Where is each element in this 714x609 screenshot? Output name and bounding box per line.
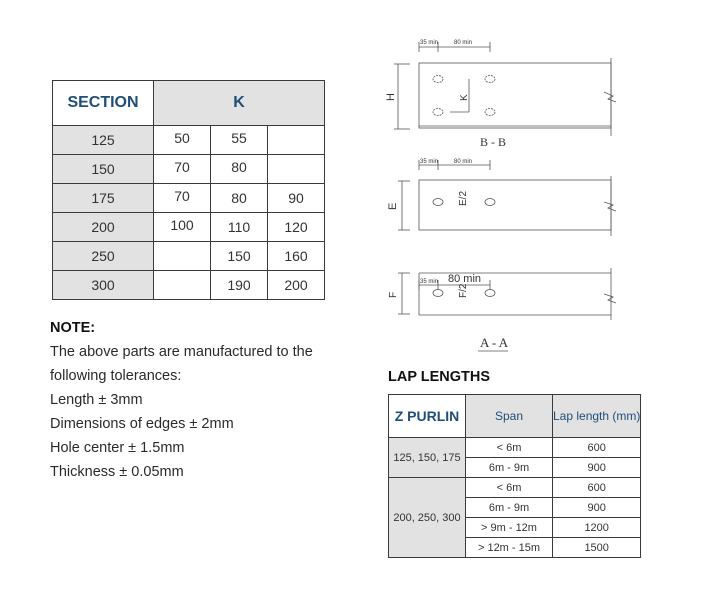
hole-icon <box>433 290 443 297</box>
table-row <box>53 155 325 184</box>
lap-lengths-title: LAP LENGTHS <box>388 369 491 385</box>
purlin-web-outline <box>419 63 611 128</box>
flange-outline <box>419 180 611 230</box>
header-z-purlin: Z PURLIN <box>389 395 466 438</box>
note-line: Thickness ± 0.05mm <box>50 464 184 480</box>
table-row <box>53 126 325 155</box>
dim-80-label: 80 min <box>454 159 473 165</box>
table-header-row <box>53 81 325 126</box>
section-b-b-caption: B - B <box>480 135 507 149</box>
table-row <box>53 184 325 213</box>
section-group: 125, 150, 175 <box>389 438 466 478</box>
k-value: 50 <box>154 126 211 155</box>
section-group: 200, 250, 300 <box>389 478 466 558</box>
drawing-e <box>387 159 616 236</box>
span-value: < 6m <box>466 438 553 458</box>
k-value <box>268 126 325 155</box>
break-mark <box>604 202 616 211</box>
dim-80-label: 80 min <box>448 273 482 285</box>
section-value: 250 <box>53 242 154 271</box>
f-label: F <box>388 291 399 298</box>
dim-35-label: 35 min <box>420 159 439 165</box>
header-section: SECTION <box>53 81 154 126</box>
section-value: 300 <box>53 271 154 300</box>
note-line: following tolerances: <box>50 368 182 384</box>
k-value: 100 <box>154 213 211 242</box>
dim-80-label: 80 min <box>454 40 473 46</box>
e-half-label: E/2 <box>458 190 469 206</box>
section-value: 125 <box>53 126 154 155</box>
drawing-b-b <box>385 40 616 149</box>
k-value: 160 <box>268 242 325 271</box>
lap-value: 900 <box>553 498 641 518</box>
lap-value: 900 <box>553 458 641 478</box>
k-value: 120 <box>268 213 325 242</box>
note-line: Length ± 3mm <box>50 392 143 408</box>
table-header-row <box>389 395 641 438</box>
k-label: K <box>459 94 470 101</box>
span-value: 6m - 9m <box>466 458 553 478</box>
header-span: Span <box>466 395 553 438</box>
note-line: The above parts are manufactured to the <box>50 344 313 360</box>
hole-icon <box>433 76 443 83</box>
break-mark <box>604 294 616 303</box>
section-a-a-caption: A - A <box>480 335 509 350</box>
k-value: 55 <box>211 126 268 155</box>
lap-value: 600 <box>553 478 641 498</box>
span-value: 6m - 9m <box>466 498 553 518</box>
note-line: Hole center ± 1.5mm <box>50 440 185 456</box>
k-value: 70 <box>154 155 211 184</box>
lap-lengths-table <box>388 394 641 558</box>
table-row <box>389 478 641 498</box>
note-title: NOTE: <box>50 320 96 336</box>
note-line: Dimensions of edges ± 2mm <box>50 416 234 432</box>
hole-icon <box>433 109 443 116</box>
section-value: 175 <box>53 184 154 213</box>
break-mark <box>604 92 616 102</box>
e-label: E <box>387 202 399 210</box>
f-half-label: F/2 <box>458 283 469 298</box>
table-row <box>389 438 641 458</box>
section-value: 200 <box>53 213 154 242</box>
tolerance-note <box>50 316 313 484</box>
k-value: 150 <box>211 242 268 271</box>
height-label: H <box>385 93 397 101</box>
k-value: 200 <box>268 271 325 300</box>
hole-icon <box>485 290 495 297</box>
span-value: > 9m - 12m <box>466 518 553 538</box>
table-row <box>53 242 325 271</box>
hole-icon <box>485 199 495 206</box>
k-value <box>154 271 211 300</box>
lap-value: 600 <box>553 438 641 458</box>
table-row <box>53 213 325 242</box>
lap-value: 1200 <box>553 518 641 538</box>
k-value: 80 <box>211 184 268 213</box>
k-value: 90 <box>268 184 325 213</box>
span-value: < 6m <box>466 478 553 498</box>
k-value <box>268 155 325 184</box>
lap-value: 1500 <box>553 538 641 558</box>
k-value: 110 <box>211 213 268 242</box>
k-value <box>154 242 211 271</box>
header-k: K <box>154 81 325 126</box>
section-k-table <box>52 80 325 300</box>
span-value: > 12m - 15m <box>466 538 553 558</box>
hole-icon <box>485 109 495 116</box>
section-value: 150 <box>53 155 154 184</box>
k-value: 70 <box>154 184 211 213</box>
k-value: 80 <box>211 155 268 184</box>
hole-spacing-drawings <box>380 30 640 360</box>
dim-35-label: 35 min <box>420 279 439 285</box>
table-row <box>53 271 325 300</box>
hole-icon <box>485 76 495 83</box>
hole-icon <box>433 199 443 206</box>
drawing-a-a <box>388 268 616 351</box>
dim-35-label: 35 min <box>420 40 439 46</box>
k-value: 190 <box>211 271 268 300</box>
header-lap-length: Lap length (mm) <box>553 395 641 438</box>
